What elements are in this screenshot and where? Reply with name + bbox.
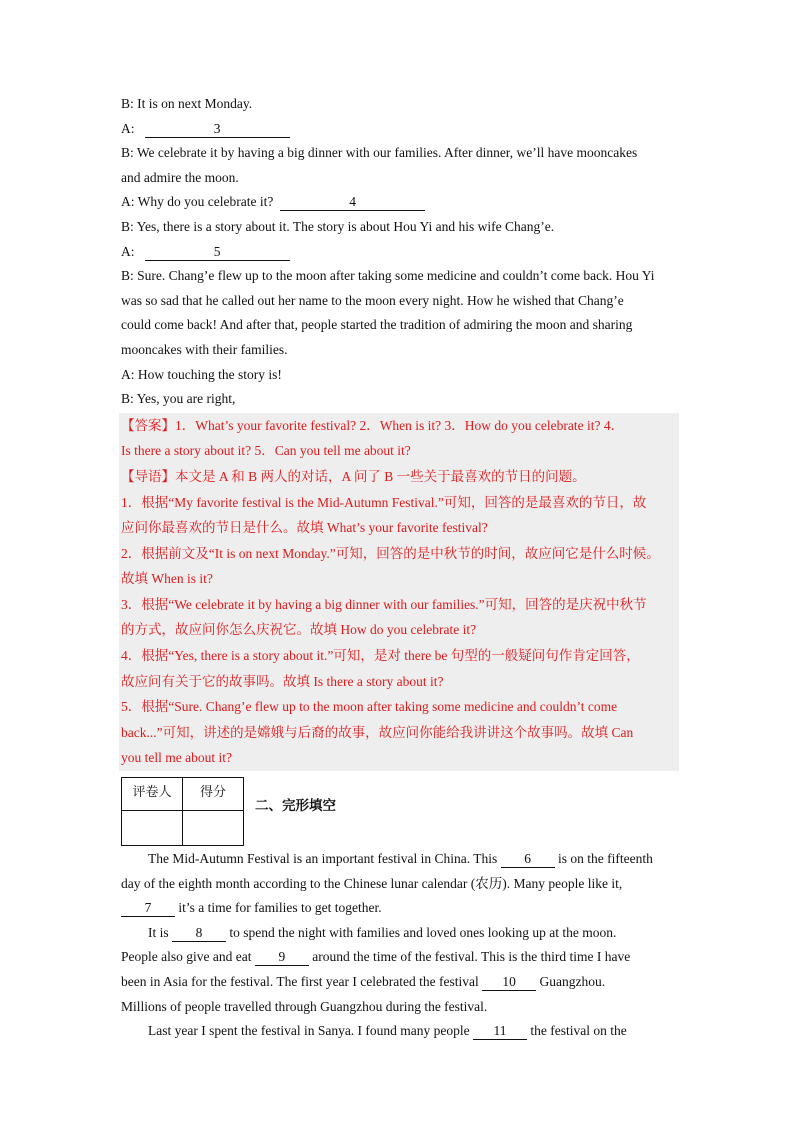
reviewer-header: 评卷人 xyxy=(122,778,183,811)
answer-line: 【答案】1．What’s your favorite festival? 2．When is it? 3．How do you celebrate it? 4． xyxy=(121,417,625,433)
cloze-line: day of the eighth month according to the Chinese lunar calendar (农历). Many people like it, xyxy=(121,875,623,891)
explanation-line: you tell me about it? xyxy=(121,750,232,766)
blank-5[interactable]: 5 xyxy=(145,244,290,261)
guide-line: 【导语】本文是 A 和 B 两人的对话，A 问了 B 一些关于最喜欢的节日的问题。 xyxy=(121,468,586,484)
section-title: 二、完形填空 xyxy=(255,798,336,815)
blank-8[interactable]: 8 xyxy=(172,925,226,942)
dialogue-line: A: Why do you celebrate it? 4 xyxy=(121,190,681,215)
cloze-line: It is 8 to spend the night with families and loved ones looking up at the moon. xyxy=(148,924,617,940)
blank-4[interactable]: 4 xyxy=(280,194,425,211)
dialogue-line: A: How touching the story is! xyxy=(121,366,282,382)
dialogue-line: B: Sure. Chang’e flew up to the moon after taking some medicine and couldn’t come back. Hou Yi xyxy=(121,268,655,284)
cloze-line: Millions of people travelled through Guangzhou during the festival. xyxy=(121,998,488,1014)
score-table xyxy=(121,777,244,846)
dialogue-line: B: We celebrate it by having a big dinner with our families. After dinner, we’ll have mooncakes xyxy=(121,145,638,161)
section-header xyxy=(121,777,681,843)
blank-3[interactable]: 3 xyxy=(145,121,290,138)
blank-11[interactable]: 11 xyxy=(473,1023,527,1040)
blank-9[interactable]: 9 xyxy=(255,949,309,966)
blank-10[interactable]: 10 xyxy=(482,974,536,991)
reviewer-cell[interactable] xyxy=(122,811,183,846)
explanation-line: back...”可知，讲述的是嫦娥与后裔的故事，故应问你能给我讲讲这个故事吗。故填 Can xyxy=(121,724,634,740)
dialogue-line: could come back! And after that, people started the tradition of admiring the moon and sharing xyxy=(121,317,633,333)
cloze-line: The Mid-Autumn Festival is an important festival in China. This 6 is on the fifteenth xyxy=(148,851,653,867)
explanation-line: 5．根据“Sure. Chang’e flew up to the moon after taking some medicine and couldn’t come xyxy=(121,699,618,715)
cloze-line: 7 it’s a time for families to get together. xyxy=(121,896,681,921)
cloze-line: Last year I spent the festival in Sanya. I found many people 11 the festival on the xyxy=(148,1023,627,1039)
explanation-line: 故填 When is it? xyxy=(121,571,213,587)
explanation-line: 故应问有关于它的故事吗。故填 Is there a story about it? xyxy=(121,673,444,689)
explanation-line: 应问你最喜欢的节日是什么。故填 What’s your favorite festival? xyxy=(121,520,488,536)
blank-7[interactable]: 7 xyxy=(121,900,175,917)
dialogue-line: mooncakes with their families. xyxy=(121,341,288,357)
dialogue-line: B: Yes, there is a story about it. The story is about Hou Yi and his wife Chang’e. xyxy=(121,218,555,234)
explanation-line: 3．根据“We celebrate it by having a big dinner with our families.”可知，回答的是庆祝中秋节 xyxy=(121,596,647,612)
cloze-line: People also give and eat 9 around the time of the festival. This is the third time I have xyxy=(121,949,631,965)
dialogue-line: and admire the moon. xyxy=(121,169,239,185)
cloze-line: been in Asia for the festival. The first year I celebrated the festival 10 Guangzhou. xyxy=(121,974,606,989)
dialogue-line: was so sad that he called out her name to the moon every night. How he wished that Chang’e xyxy=(121,292,624,308)
explanation-line: 4．根据“Yes, there is a story about it.”可知，是对 there be 句型的一般疑问句作肯定回答， xyxy=(121,648,640,664)
blank-6[interactable]: 6 xyxy=(501,851,555,868)
explanation-line: 的方式，故应问你怎么庆祝它。故填 How do you celebrate it? xyxy=(121,622,477,638)
dialogue-line: A: 5 xyxy=(121,240,681,265)
dialogue-line: A: 3 xyxy=(121,117,681,142)
answer-line: Is there a story about it? 5．Can you tell me about it? xyxy=(121,443,411,459)
explanation-line: 1．根据“My favorite festival is the Mid-Autumn Festival.”可知，回答的是最喜欢的节日，故 xyxy=(121,494,647,510)
document-page xyxy=(121,92,681,1044)
explanation-line: 2．根据前文及“It is on next Monday.”可知，回答的是中秋节的时间，故应问它是什么时候。 xyxy=(121,545,660,561)
answer-explanation-block xyxy=(119,413,679,771)
score-header: 得分 xyxy=(183,778,244,811)
dialogue-line: B: Yes, you are right, xyxy=(121,391,236,407)
cloze-passage xyxy=(121,847,681,1044)
score-cell[interactable] xyxy=(183,811,244,846)
dialogue-line: B: It is on next Monday. xyxy=(121,96,253,111)
